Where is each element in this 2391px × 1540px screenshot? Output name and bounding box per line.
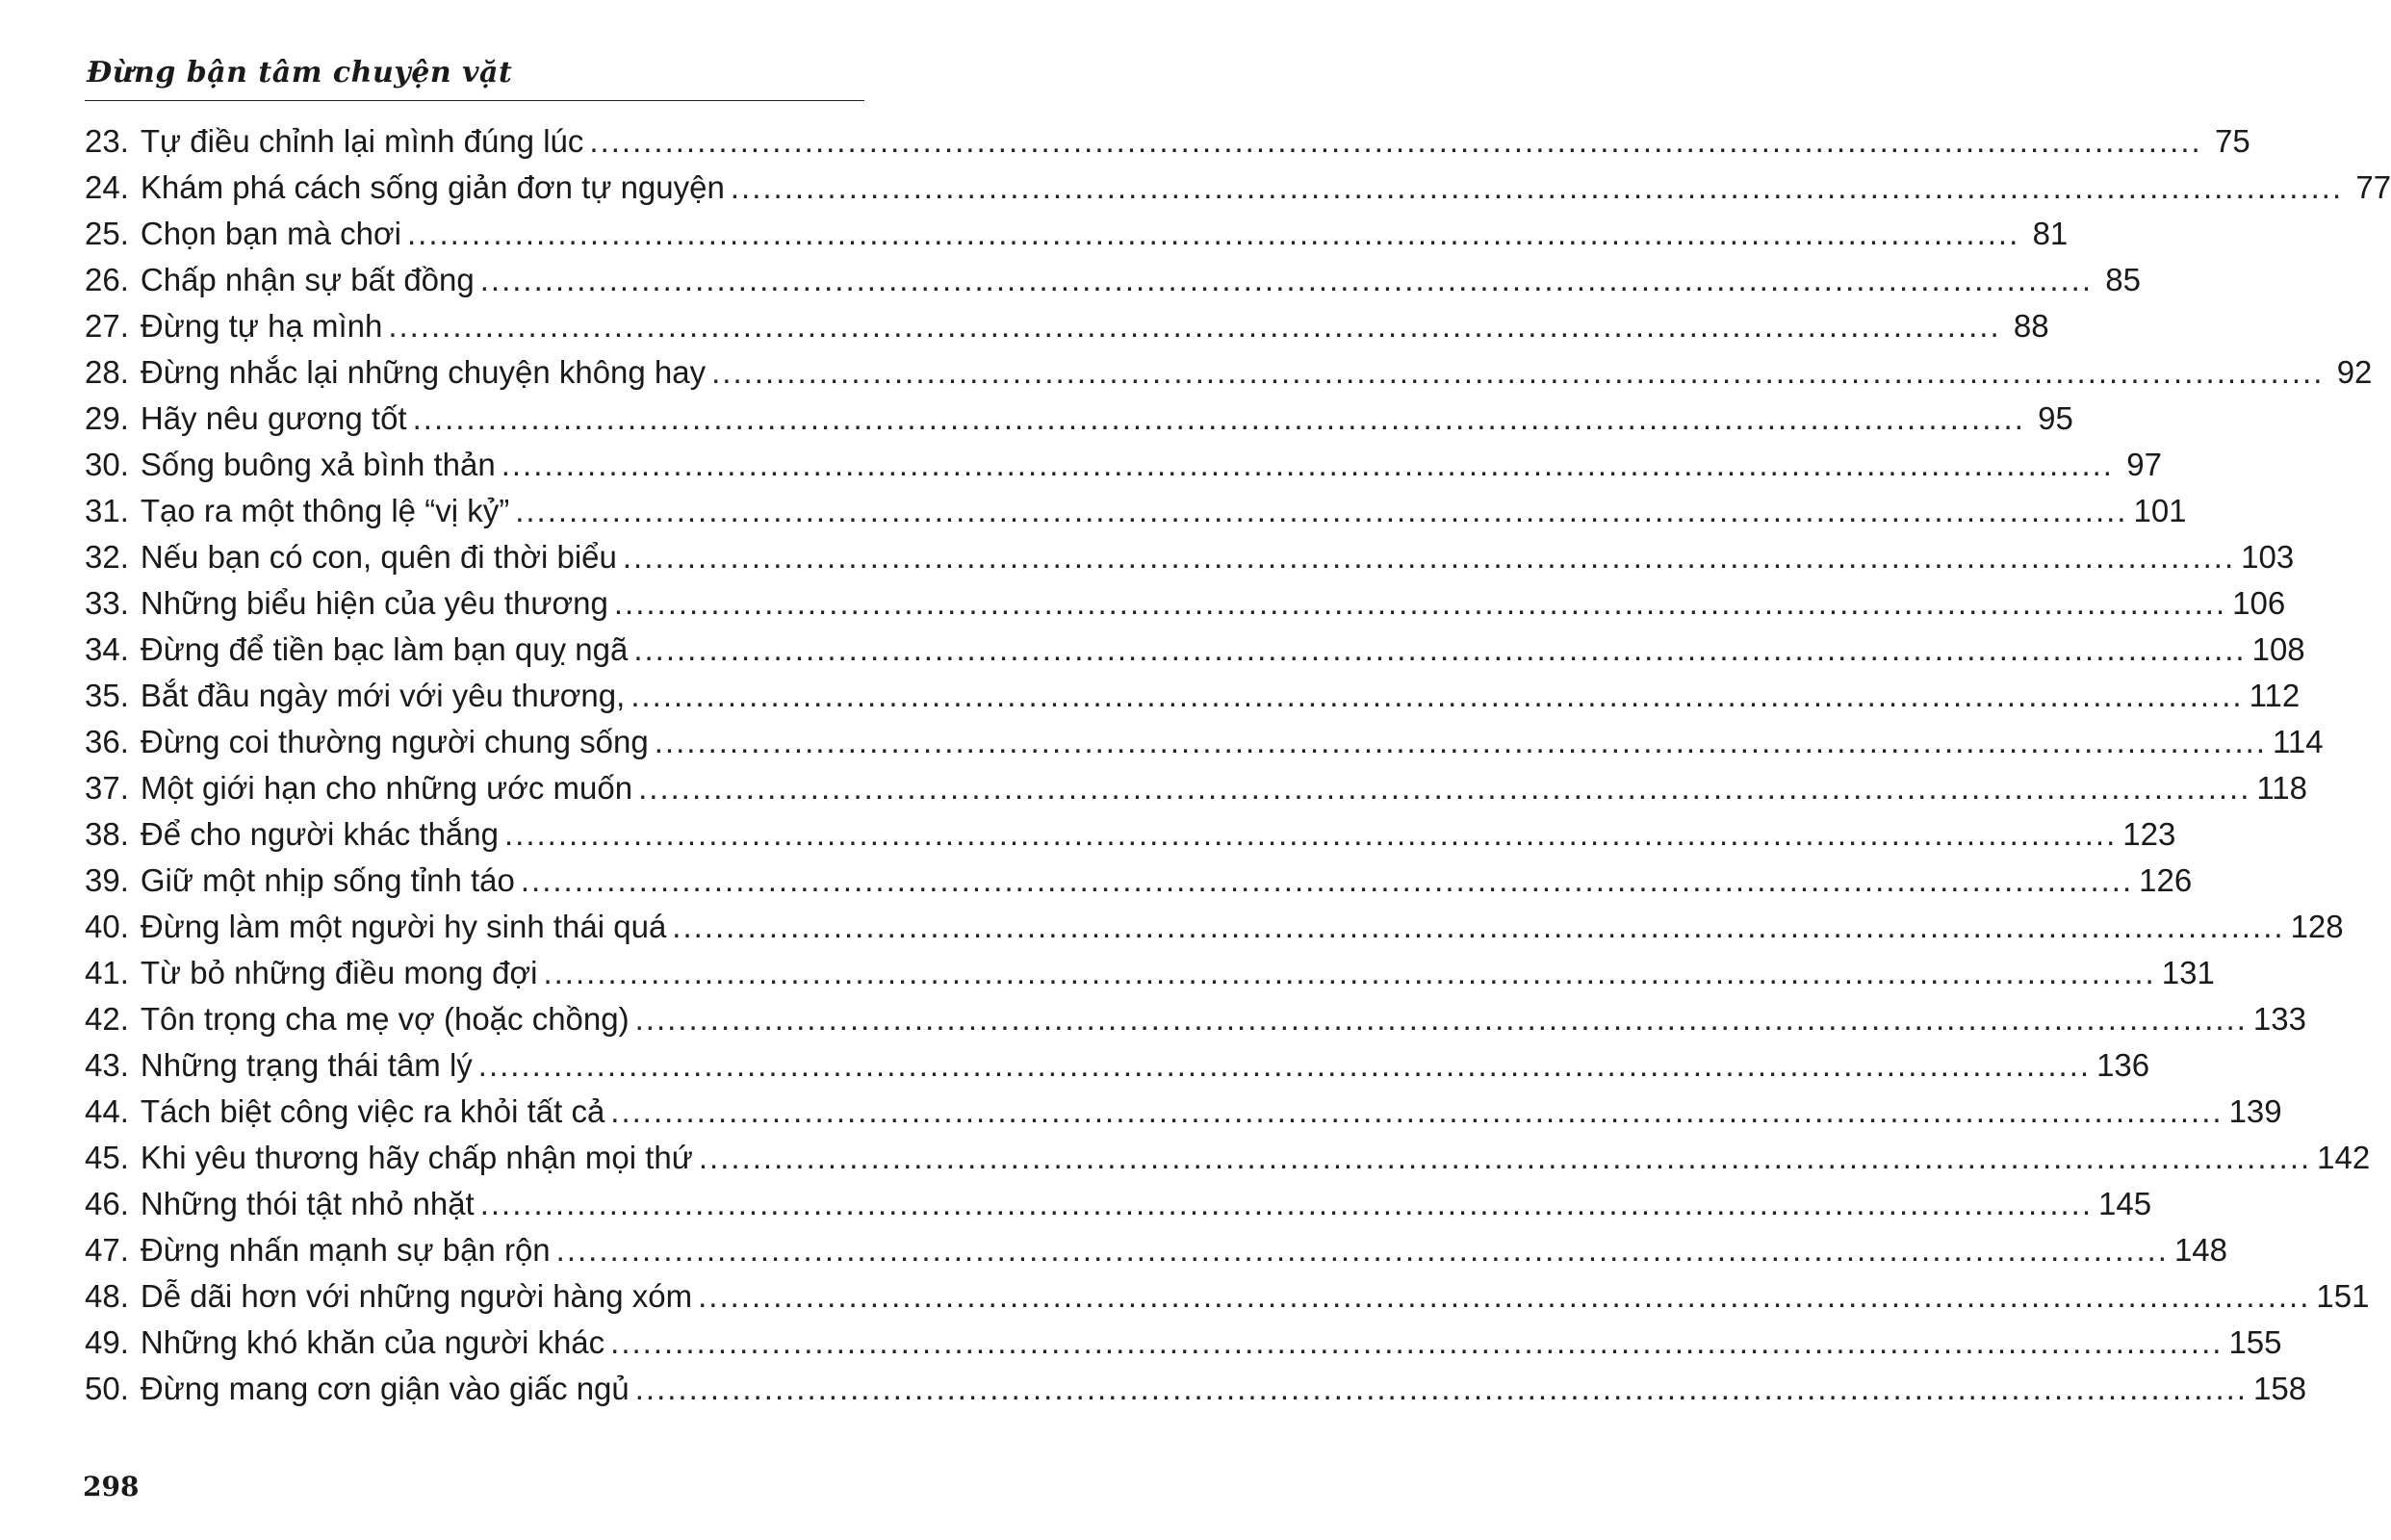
toc-entry-title: Những thói tật nhỏ nhặt — [140, 1186, 475, 1221]
toc-entry-title: Bắt đầu ngày mới với yêu thương, — [140, 678, 626, 713]
toc-entry-title: Từ bỏ những điều mong đợi — [140, 955, 538, 990]
toc-entry — [85, 955, 2215, 1001]
toc-entry-number: 45. — [85, 1140, 129, 1175]
toc-entry-number: 39. — [85, 862, 129, 898]
toc-entry-number: 37. — [85, 770, 129, 806]
toc-entry — [85, 1093, 2282, 1140]
toc-entry-number: 34. — [85, 631, 129, 667]
toc-entry-page: 128 — [2290, 909, 2344, 944]
dot-leader — [556, 1232, 2169, 1269]
toc-entry-number: 38. — [85, 816, 129, 852]
toc-entry-page: 106 — [2232, 585, 2286, 621]
toc-entry-title: Tự điều chỉnh lại mình đúng lúc — [140, 123, 584, 159]
toc-entry-title: Những khó khăn của người khác — [140, 1324, 605, 1360]
toc-entry-title: Đừng mang cơn giận vào giấc ngủ — [140, 1371, 630, 1406]
dot-leader — [731, 169, 2343, 206]
dot-leader — [480, 262, 2093, 298]
toc-entry-page: 148 — [2173, 1232, 2227, 1268]
dot-leader — [480, 1186, 2093, 1222]
toc-entry-title: Để cho người khác thắng — [140, 816, 499, 852]
toc-entry-number: 31. — [85, 493, 129, 528]
toc-entry-page: 114 — [2273, 724, 2324, 759]
toc-entry-page: 136 — [2096, 1047, 2150, 1083]
toc-entry-page: 145 — [2098, 1186, 2152, 1221]
dot-leader — [638, 770, 2250, 807]
toc-entry-page: 131 — [2161, 955, 2215, 990]
toc-entry — [85, 585, 2286, 631]
dot-leader — [635, 1001, 2248, 1038]
toc-entry-title: Đừng nhắc lại những chuyện không hay — [140, 354, 707, 390]
dot-leader — [478, 1047, 2091, 1084]
toc-entry-page: 97 — [2126, 447, 2162, 482]
toc-entry-page: 151 — [2316, 1278, 2370, 1314]
toc-entry — [85, 216, 2069, 262]
toc-entry — [85, 816, 2176, 862]
toc-entry — [85, 909, 2344, 955]
dot-leader — [610, 1093, 2223, 1130]
toc-entry-number: 33. — [85, 585, 129, 621]
toc-entry-title: Tách biệt công việc ra khỏi tất cả — [140, 1093, 605, 1129]
dot-leader — [543, 955, 2155, 991]
toc-entry-number: 25. — [85, 216, 129, 251]
toc-entry-title: Những trạng thái tâm lý — [140, 1047, 473, 1083]
toc-entry — [85, 1140, 2371, 1186]
toc-entry — [85, 631, 2305, 678]
toc-entry — [85, 1371, 2307, 1417]
toc-entry-number: 35. — [85, 678, 129, 713]
toc-entry-page: 81 — [2032, 216, 2069, 251]
toc-entry-title: Đừng nhấn mạnh sự bận rộn — [140, 1232, 551, 1268]
toc-entry-title: Tạo ra một thông lệ “vị kỷ” — [140, 493, 510, 528]
toc-entry-title: Đừng làm một người hy sinh thái quá — [140, 909, 667, 944]
toc-entry-number: 42. — [85, 1001, 129, 1037]
dot-leader — [515, 493, 2127, 529]
toc-entry — [85, 678, 2301, 724]
toc-entry — [85, 493, 2187, 539]
toc-entry-page: 101 — [2133, 493, 2187, 528]
toc-entry — [85, 770, 2308, 816]
toc-entry-page: 95 — [2038, 400, 2073, 436]
dot-leader — [407, 216, 2019, 252]
toc-entry — [85, 1232, 2227, 1278]
toc-entry-title: Khám phá cách sống giản đơn tự nguyện — [140, 169, 725, 205]
toc-entry-page: 126 — [2139, 862, 2193, 898]
dot-leader — [633, 631, 2246, 668]
toc-entry-page: 155 — [2228, 1324, 2282, 1360]
dot-leader — [589, 123, 2201, 160]
dot-leader — [672, 909, 2284, 945]
toc-entry-title: Chấp nhận sự bất đồng — [140, 262, 475, 297]
toc-entry-page: 112 — [2249, 678, 2301, 713]
toc-entry — [85, 354, 2373, 400]
dot-leader — [623, 539, 2235, 576]
toc-entry-number: 24. — [85, 169, 129, 205]
toc-entry-number: 48. — [85, 1278, 129, 1314]
toc-entry — [85, 862, 2193, 909]
toc-entry — [85, 1186, 2152, 1232]
toc-entry-page: 158 — [2253, 1371, 2307, 1406]
dot-leader — [698, 1278, 2310, 1315]
table-of-contents — [85, 123, 2391, 1417]
dot-leader — [504, 816, 2117, 853]
page-number: 298 — [83, 1471, 140, 1502]
toc-entry-title: Hãy nêu gương tốt — [140, 400, 407, 436]
toc-entry-title: Nếu bạn có con, quên đi thời biểu — [140, 539, 617, 575]
toc-entry — [85, 447, 2162, 493]
toc-entry-page: 77 — [2355, 169, 2391, 205]
toc-entry — [85, 308, 2049, 354]
toc-entry-page: 108 — [2251, 631, 2305, 667]
toc-entry — [85, 169, 2391, 216]
toc-entry-title: Dễ dãi hơn với những người hàng xóm — [140, 1278, 693, 1314]
dot-leader — [635, 1371, 2248, 1407]
toc-entry — [85, 262, 2142, 308]
toc-entry — [85, 1047, 2150, 1093]
toc-entry-title: Sống buông xả bình thản — [140, 447, 496, 482]
dot-leader — [501, 447, 2114, 483]
toc-entry-page: 92 — [2336, 354, 2373, 390]
toc-entry-page: 142 — [2317, 1140, 2371, 1175]
toc-entry-title: Những biểu hiện của yêu thương — [140, 585, 608, 621]
toc-entry-number: 46. — [85, 1186, 129, 1221]
toc-entry-number: 28. — [85, 354, 129, 390]
toc-entry-page: 85 — [2105, 262, 2142, 297]
dot-leader — [711, 354, 2324, 391]
toc-entry-title: Đừng coi thường người chung sống — [140, 724, 649, 759]
toc-entry — [85, 123, 2250, 169]
dot-leader — [614, 585, 2226, 622]
dot-leader — [610, 1324, 2223, 1361]
toc-entry — [85, 724, 2324, 770]
dot-leader — [699, 1140, 2311, 1176]
running-title: Đừng bận tâm chuyện vặt — [87, 56, 513, 90]
toc-entry-title: Chọn bạn mà chơi — [140, 216, 401, 251]
toc-entry-number: 41. — [85, 955, 129, 990]
toc-entry-number: 44. — [85, 1093, 129, 1129]
toc-entry-page: 139 — [2228, 1093, 2282, 1129]
toc-entry-page: 103 — [2241, 539, 2295, 575]
running-header — [85, 54, 864, 101]
toc-entry-title: Một giới hạn cho những ước muốn — [140, 770, 633, 806]
toc-entry — [85, 1278, 2370, 1324]
toc-entry-number: 29. — [85, 400, 129, 436]
toc-entry — [85, 539, 2295, 585]
toc-entry-page: 123 — [2122, 816, 2176, 852]
toc-entry-number: 50. — [85, 1371, 129, 1406]
toc-entry — [85, 1324, 2282, 1371]
toc-entry-number: 26. — [85, 262, 129, 297]
toc-entry-number: 30. — [85, 447, 129, 482]
toc-entry-title: Đừng tự hạ mình — [140, 308, 383, 344]
toc-entry-number: 36. — [85, 724, 129, 759]
toc-entry-title: Khi yêu thương hãy chấp nhận mọi thứ — [140, 1140, 693, 1175]
toc-entry-title: Tôn trọng cha mẹ vợ (hoặc chồng) — [140, 1001, 630, 1037]
toc-entry-title: Đừng để tiền bạc làm bạn quỵ ngã — [140, 631, 629, 667]
dot-leader — [630, 678, 2243, 714]
dot-leader — [521, 862, 2133, 899]
toc-entry-page: 118 — [2256, 770, 2308, 806]
toc-entry-number: 27. — [85, 308, 129, 344]
dot-leader — [655, 724, 2267, 760]
dot-leader — [413, 400, 2025, 437]
toc-entry-page: 133 — [2252, 1001, 2306, 1037]
toc-entry-number: 43. — [85, 1047, 129, 1083]
toc-entry-number: 40. — [85, 909, 129, 944]
toc-entry-page: 88 — [2013, 308, 2049, 344]
toc-entry — [85, 1001, 2306, 1047]
toc-entry-number: 49. — [85, 1324, 129, 1360]
toc-entry-number: 47. — [85, 1232, 129, 1268]
dot-leader — [388, 308, 2000, 345]
toc-entry-page: 75 — [2214, 123, 2250, 159]
toc-entry-number: 23. — [85, 123, 129, 159]
toc-entry-number: 32. — [85, 539, 129, 575]
toc-entry-title: Giữ một nhịp sống tỉnh táo — [140, 862, 515, 898]
toc-entry — [85, 400, 2073, 447]
